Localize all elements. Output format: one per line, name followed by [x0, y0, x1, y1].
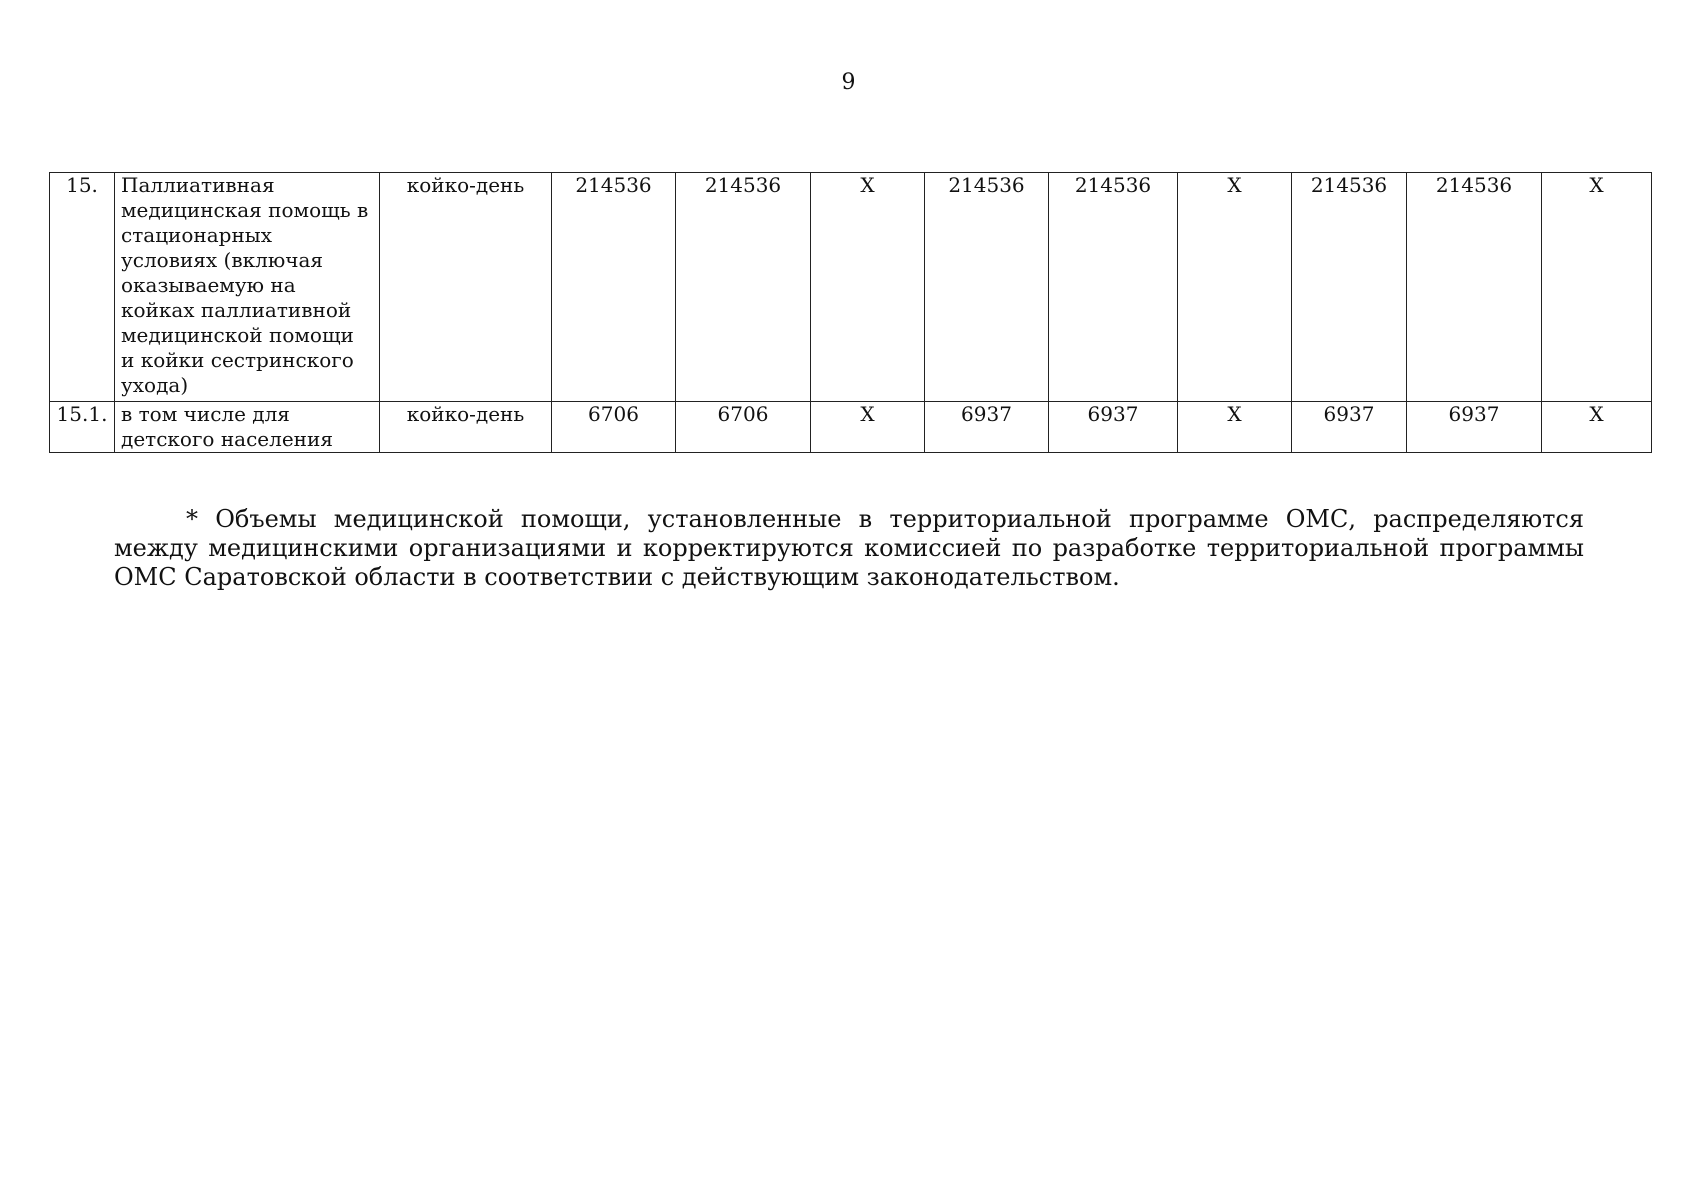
value-cell: X: [811, 402, 925, 453]
table-row: [50, 402, 1652, 453]
footnote: * Объемы медицинской помощи, установленные в территориальной программе ОМС, распределяются между медицинскими организациями и корректируются комиссией по разработке территориальной программы ОМС Саратовской области в соответствии с действующим законодательством.: [114, 505, 1584, 591]
value-cell: X: [1178, 402, 1292, 453]
value-cell: 214536: [1407, 173, 1542, 402]
row-number: 15.: [50, 173, 115, 402]
value-cell: 214536: [552, 173, 676, 402]
value-cell: 6706: [552, 402, 676, 453]
value-cell: 6937: [1049, 402, 1178, 453]
value-cell: 6706: [676, 402, 811, 453]
page-number: 9: [841, 70, 856, 95]
value-cell: 214536: [1049, 173, 1178, 402]
row-number: 15.1.: [50, 402, 115, 453]
value-cell: 6937: [925, 402, 1049, 453]
value-cell: 214536: [925, 173, 1049, 402]
data-table: [49, 172, 1652, 453]
value-cell: X: [1542, 173, 1652, 402]
row-name: Паллиативная медицинская помощь в стационарных условиях (включая оказываемую на койках паллиативной медицинской помощи и койки сестринского ухода): [115, 173, 380, 402]
value-cell: 6937: [1407, 402, 1542, 453]
value-cell: X: [1542, 402, 1652, 453]
value-cell: X: [811, 173, 925, 402]
row-name: в том числе для детского населения: [115, 402, 380, 453]
value-cell: 6937: [1292, 402, 1407, 453]
value-cell: 214536: [1292, 173, 1407, 402]
row-unit: койко-день: [380, 173, 552, 402]
row-unit: койко-день: [380, 402, 552, 453]
table-row: [50, 173, 1652, 402]
value-cell: 214536: [676, 173, 811, 402]
value-cell: X: [1178, 173, 1292, 402]
